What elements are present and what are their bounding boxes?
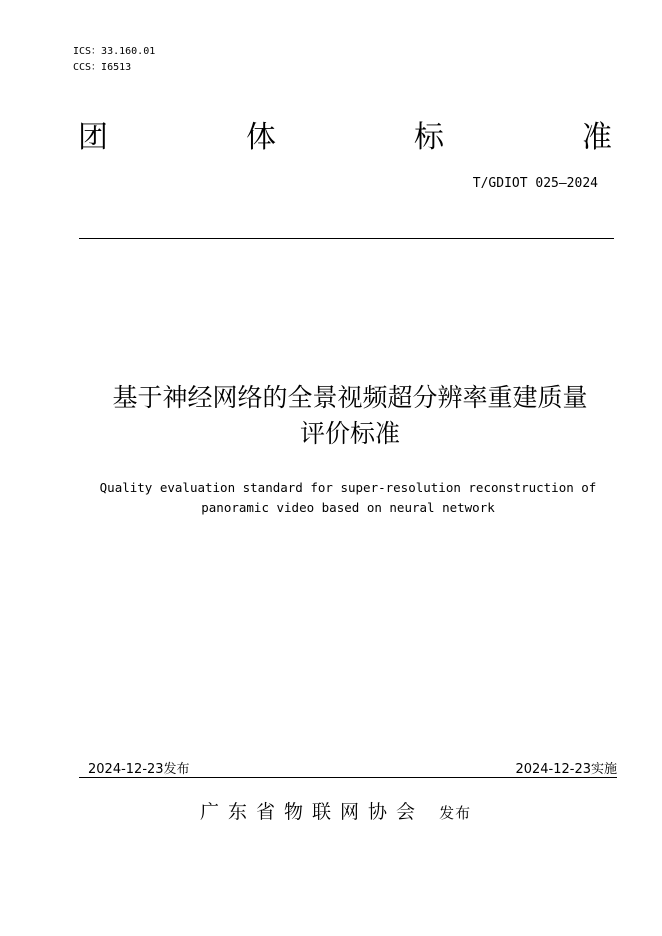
english-title-line: panoramic video based on neural network xyxy=(201,500,495,515)
issue-date: 2024-12-23发布 xyxy=(88,762,190,777)
classification-codes xyxy=(73,44,155,76)
standard-number: T/GDIOT 025—2024 xyxy=(472,176,598,191)
bottom-divider xyxy=(79,777,617,778)
publisher-line xyxy=(200,797,471,824)
ccs-code: CCS：I6513 xyxy=(73,62,132,73)
english-title xyxy=(50,478,646,518)
standard-type-char: 标 xyxy=(414,120,444,155)
english-title-line: Quality evaluation standard for super-resolution reconstruction of xyxy=(99,480,597,495)
publisher-suffix: 发布 xyxy=(439,804,472,822)
chinese-title-line: 评价标准 xyxy=(299,419,400,448)
standard-type-char: 准 xyxy=(582,120,612,155)
top-divider xyxy=(79,238,614,239)
chinese-title xyxy=(50,380,650,452)
publisher-name: 广东省物联网协会 xyxy=(200,801,425,823)
standard-type-heading xyxy=(78,118,612,158)
standard-type-char: 团 xyxy=(78,120,108,155)
implementation-date: 2024-12-23实施 xyxy=(515,762,617,777)
chinese-title-line: 基于神经网络的全景视频超分辨率重建质量 xyxy=(112,383,588,412)
ics-code: ICS：33.160.01 xyxy=(73,46,156,57)
date-row xyxy=(88,758,617,777)
standard-type-char: 体 xyxy=(246,120,276,155)
